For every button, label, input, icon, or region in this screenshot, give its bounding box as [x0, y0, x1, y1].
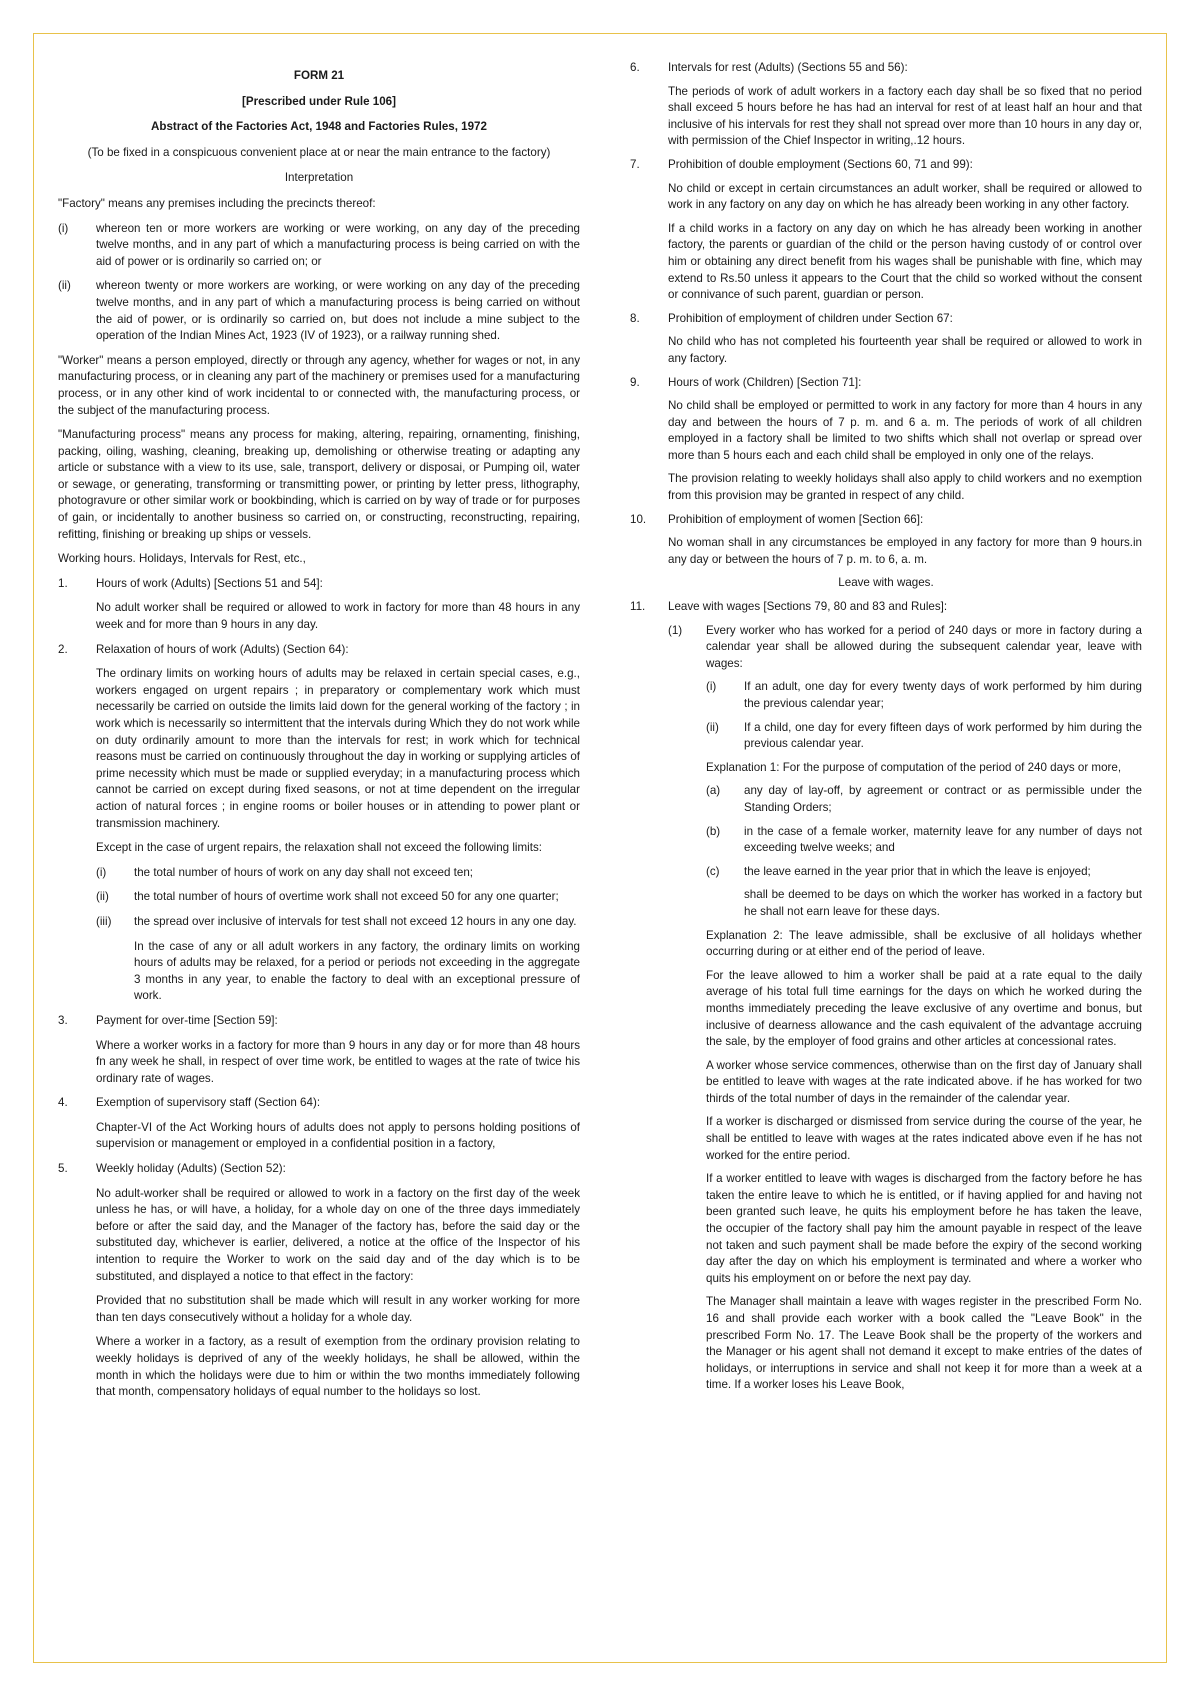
section-title: Exemption of supervisory staff (Section 64):: [96, 1096, 321, 1110]
form-number: FORM 21: [293, 69, 345, 82]
section-title: Prohibition of employment of women [Section 66]:: [668, 512, 924, 526]
section-text: For the leave allowed to him a worker shall be paid at a rate equal to the daily average of his total full time earnings for the days on which he worked during the months immediately preceding the leave exclusive of any overtime and bonus, but inclusive of dearness allowance and the cash equivalent of the advantage accruing the sale, by the employer of food grains and other articles at concessional rates.: [706, 968, 1142, 1049]
left-column: [58, 68, 580, 1409]
section-body: [668, 398, 1142, 505]
section-number: 10.: [630, 512, 647, 526]
form-title: Abstract of the Factories Act, 1948 and Factories Rules, 1972: [151, 120, 487, 134]
limit-item: [96, 889, 580, 906]
item-number: (a): [706, 784, 721, 798]
section-title: Relaxation of hours of work (Adults) (Section 64):: [96, 642, 349, 656]
limit-item: [96, 865, 580, 882]
section-title: Prohibition of employment of children under Section 67:: [668, 311, 953, 325]
section-heading: [630, 157, 1142, 174]
section-body: [668, 623, 1142, 1394]
section-text: No child or except in certain circumstances an adult worker, shall be required or allowed to work in any factory on any day on which he has already been working in any other factory.: [668, 181, 1142, 212]
item-number: (i): [96, 865, 107, 879]
item-text: the spread over inclusive of intervals for test shall not exceed 12 hours in any one day.: [134, 914, 577, 928]
section-text: No adult-worker shall be required or allowed to work in a factory on the first day of the week unless he has, or will have, a holiday, for a whole day on one of the three days immediately before or after the said day, and the Manager of the factory has, before the said day or the substituted day, whichever is earlier, delivered, a notice at the office of the Inspector of his intention to require the Worker to work on the said day and of the day which is to be substituted, and displayed a notice to that effect in the factory:: [96, 1186, 580, 1283]
manufacturing-definition: "Manufacturing process" means any process for making, altering, repairing, ornamenting, finishing, packing, oiling, washing, cleaning, breaking up, demolishing or otherwise treating or adapting any article or substance with a view to its use, sale, transport, delivery or disposai, or Pumping oil, water or sewage, or generating, transforming or transmitting power, or printing by letter press, lithography, photogravure or other similar work or bookbinding, which is carried on by way of trade or for purposes of gain, or incidentally to another business so carried on, or constructing, reconstructing, repairing, refitting, finishing or breaking up ships or vessels.: [58, 428, 580, 541]
section-number: 2.: [58, 642, 68, 656]
section-number: 6.: [630, 61, 640, 74]
worker-definition: "Worker" means a person employed, directly or through any agency, whether for wages or not, in any manufacturing process, or in cleaning any part of the machinery or premises used for a manufacturing process, or in any other kind of work incidental to or connected with, the manufacturing process, or the subject of the manufacturing process.: [58, 353, 580, 417]
item-text: whereon twenty or more workers are working, or were working on any day of the preceding twelve months, and in any part of which a manufacturing process is being carried on without the aid of power, or is ordinarily so carried on, but does not include a mine subject to the operation of the Indian Mines Act, 1923 (IV of 1923), or a railway running shed.: [96, 279, 580, 343]
section-text: Provided that no substitution shall be made which will result in any worker working for more than ten days consecutively without a holiday for a whole day.: [96, 1294, 580, 1324]
section-text: A worker whose service commences, otherwise than on the first day of January shall be entitled to leave with wages at the rate indicated above. if he has worked for two thirds of the total number of days in the remainder of the calendar year.: [706, 1058, 1142, 1105]
section-title: Payment for over-time [Section 59]:: [96, 1013, 278, 1027]
section-number: 3.: [58, 1013, 68, 1027]
item-text: the total number of hours of overtime work shall not exceed 50 for any one quarter;: [134, 890, 559, 904]
section-text: The Manager shall maintain a leave with wages register in the prescribed Form No. 16 and shall provide each worker with a book called the "Leave Book" in the prescribed Form No. 17. The Leave Book shall be the property of the workers and the Manager or his agent shall not demand it except to make entries of the dates of holidays, or interruptions in service and shall not keep it for more than a week at a time. If a worker loses his Leave Book,: [706, 1295, 1142, 1392]
clause-body: [706, 679, 1142, 1394]
clause: [668, 623, 1142, 673]
explanation-1: Explanation 1: For the purpose of computation of the period of 240 days or more,: [706, 760, 1122, 774]
section-heading: [630, 599, 1142, 616]
interpretation-heading: Interpretation: [284, 171, 354, 185]
section-heading: [630, 311, 1142, 328]
explanation-1-after: shall be deemed to be days on which the worker has worked in a factory but he shall not earn leave for these days.: [744, 888, 1142, 918]
section-text: In the case of any or all adult workers in any factory, the ordinary limits on working hours of adults may be relaxed, for a period or periods not exceeding in the aggregate 3 months in any year, to enable the factory to deal with an exceptional pressure of work.: [134, 939, 580, 1003]
section-heading: [58, 1095, 580, 1112]
section-text: If a worker entitled to leave with wages is discharged from the factory before he has taken the entire leave to which he is entitled, or if having applied for and having not been granted such leave, he quits his employment before he has taken the leave, the occupier of the factory shall pay him the amount payable in respect of the leave not taken and such payment shall be made before the expiry of the second working day after the day on which his employment is terminated and where a worker who quits his employment on or before the next pay day.: [706, 1172, 1142, 1285]
section-heading: [58, 1013, 580, 1030]
section-number: 9.: [630, 375, 640, 389]
section-number: 7.: [630, 157, 640, 171]
section-body: [668, 535, 1142, 568]
section-text: Chapter-VI of the Act Working hours of adults does not apply to persons holding positions of supervision or management or employed in a confidential position in a factory,: [96, 1120, 580, 1151]
section-heading: [58, 576, 580, 593]
section-heading: [58, 1161, 580, 1178]
section-text: No child shall be employed or permitted to work in any factory for more than 4 hours in any day and between the hours of 7 p. m. and 6 a. m. The periods of work of all children employed in a factory shall be limited to two shifts which shall not overlap or spread over more than 5 hours each and each child shall be employed in only one of the relays.: [668, 399, 1142, 462]
section-title: Hours of work (Adults) [Sections 51 and 54]:: [96, 576, 323, 590]
item-number: (i): [706, 680, 717, 694]
section-text: No adult worker shall be required or allowed to work in factory for more than 48 hours in any week and for more than 9 hours in any day.: [96, 601, 580, 632]
explanation-2: Explanation 2: The leave admissible, shall be exclusive of all holidays whether occurring during or at either end of the period of leave.: [706, 928, 1142, 959]
section-body: [96, 666, 580, 1005]
item-number: (ii): [58, 279, 71, 293]
section-text: Where a worker in a factory, as a result of exemption from the ordinary provision relating to weekly holidays is deprived of any of the weekly holidays, he shall be allowed, within the month in which the holidays were due to him or within the two months immediately following that month, compensatory holidays of equal number to the holidays so lost.: [96, 1335, 580, 1399]
item-number: (iii): [96, 914, 112, 928]
item-text: the leave earned in the year prior that in which the leave is enjoyed;: [744, 864, 1091, 878]
section-title: Prohibition of double employment (Sections 60, 71 and 99):: [668, 157, 973, 171]
item-text: If an adult, one day for every twenty days of work performed by him during the previous calendar year;: [744, 680, 1142, 710]
item-text: in the case of a female worker, maternity leave for any number of days not exceeding twelve weeks; and: [744, 824, 1142, 855]
section-title: Weekly holiday (Adults) (Section 52):: [96, 1162, 286, 1176]
clause-item: [706, 679, 1142, 712]
clause-item: [706, 720, 1142, 753]
section-title: Leave with wages [Sections 79, 80 and 83 and Rules]:: [668, 600, 948, 614]
item-number: (ii): [96, 890, 109, 904]
factory-item: [58, 278, 580, 344]
section-title: Intervals for rest (Adults) (Sections 55 and 56):: [668, 61, 908, 74]
section-text: No child who has not completed his fourteenth year shall be required or allowed to work in any factory.: [668, 335, 1142, 365]
section-body: [668, 334, 1142, 367]
item-number: (c): [706, 864, 720, 878]
section-text: If a child works in a factory on any day on which he has already been working in another factory, the parents or guardian of the child or the person having custody of or control over him or obtaining any direct benefit from his wages shall be punishable with fine, which may extend to Rs.50 unless it appears to the Court that the child so worked without the consent or connivance of such parent, guardian or person.: [668, 221, 1142, 302]
section-text: No woman shall in any circumstances be employed in any factory for more than 9 hours.in any day or between the hours of 7 p. m. to 6, a. m.: [668, 536, 1142, 566]
working-hours-heading: Working hours. Holidays, Intervals for Rest, etc.,: [58, 552, 306, 566]
section-number: 5.: [58, 1162, 68, 1176]
form-header: [58, 68, 580, 187]
limit-item: [96, 914, 580, 931]
clause-number: (1): [668, 623, 683, 637]
item-text: the total number of hours of work on any day shall not exceed ten;: [134, 865, 473, 879]
section-body: [96, 1038, 580, 1088]
section-number: 1.: [58, 576, 68, 590]
clause-text: Every worker who has worked for a period of 240 days or more in factory during a calendar year shall be allowed during the subsequent calendar year, leave with wages:: [706, 623, 1142, 670]
form-prescribed: [Prescribed under Rule 106]: [242, 94, 396, 108]
section-number: 4.: [58, 1096, 68, 1110]
factory-item: [58, 221, 580, 271]
item-text: If a child, one day for every fifteen days of work performed by him during the previous calendar year.: [744, 720, 1142, 751]
form-note: (To be fixed in a conspicuous convenient place at or near the main entrance to the factory): [87, 145, 551, 159]
clause-item: [706, 783, 1142, 816]
section-heading: [630, 60, 1142, 77]
section-number: 11.: [630, 600, 646, 614]
item-number: (b): [706, 824, 721, 838]
item-text: whereon ten or more workers are working or were working, on any day of the preceding twelve months, and in any part of which a manufacturing process is being carried on with the aid of power or is ordinarily so carried on; or: [96, 221, 580, 268]
section-number: 8.: [630, 311, 640, 325]
section-text: The provision relating to weekly holidays shall also apply to child workers and no exemption from this provision may be granted in respect of any child.: [668, 472, 1142, 503]
leave-heading: Leave with wages.: [838, 576, 934, 590]
section-heading: [630, 375, 1142, 392]
clause-item: [706, 824, 1142, 857]
section-heading: [630, 512, 1142, 529]
section-title: Hours of work (Children) [Section 71]:: [668, 375, 862, 389]
section-text: Where a worker works in a factory for more than 9 hours in any day or for more than 48 hours fn any week he shall, in respect of over time work, be entitled to wages at the rate of twice his ordinary rate of wages.: [96, 1038, 580, 1085]
section-body: [96, 600, 580, 633]
section-text: If a worker is discharged or dismissed from service during the course of the year, he shall be entitled to leave with wages at the rates indicated above even if he has not worked for the entire period.: [706, 1115, 1142, 1162]
section-text: Except in the case of urgent repairs, the relaxation shall not exceed the following limits:: [96, 841, 542, 855]
section-body: [96, 1120, 580, 1153]
factory-definition: "Factory" means any premises including the precincts thereof:: [58, 196, 376, 210]
section-text: The ordinary limits on working hours of adults may be relaxed in certain special cases, e.g., workers engaged on urgent repairs ; in preparatory or complementary work which must necessarily be carried on outside the limits laid down for the general working of the factory ; in work which is necessarily so intermittent that the intervals during Which they do not work while on duty ordinarily amount to more than the intervals for rest; in work which for technical reasons must be carried on continuously throughout the day in working or supplying articles of prime necessity which must be made or supplied everyday; in a manufacturing process which cannot be carried on except during fixed seasons, or not at time dependent on the irregular action of natural forces ; in engine rooms or boiler houses or in attending to power plant or transmission machinery.: [96, 667, 580, 830]
section-body: [668, 84, 1142, 150]
section-body: [668, 181, 1142, 304]
clause-item: [706, 864, 1142, 881]
section-text: The periods of work of adult workers in a factory each day shall be so fixed that no period shall exceed 5 hours before he has had an interval for rest of at least half an hour and that inclusive of his intervals for rest they shall not spread over more than 10 hours in any day or, with permission of the Chief Inspector in writing,.12 hours.: [668, 84, 1142, 148]
section-heading: [58, 642, 580, 659]
item-number: (i): [58, 221, 69, 235]
section-body: [96, 1186, 580, 1401]
item-number: (ii): [706, 720, 719, 734]
item-text: any day of lay-off, by agreement or contract or as permissible under the Standing Orders;: [744, 784, 1142, 814]
right-column: [630, 60, 1142, 1401]
